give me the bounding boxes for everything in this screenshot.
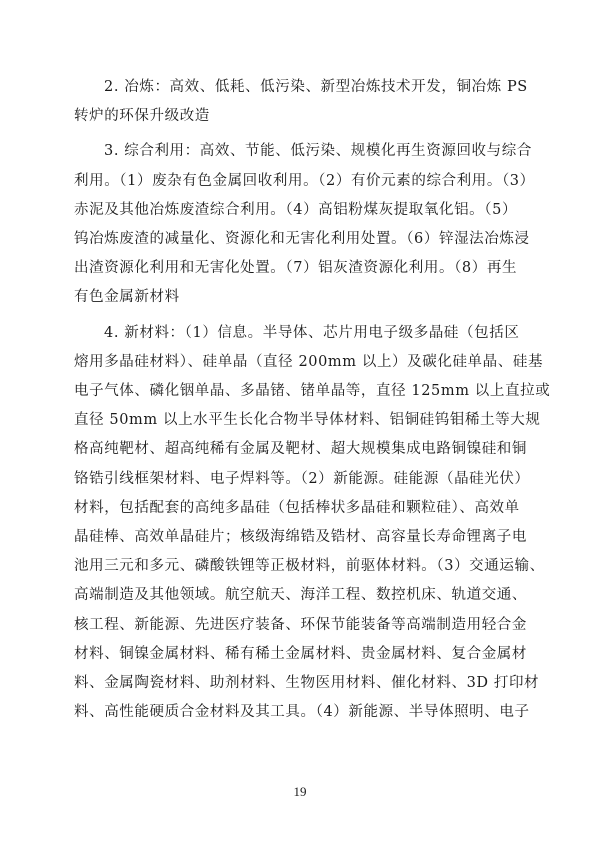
- text-line: 池用三元和多元、磷酸铁锂等正极材料，前驱体材料。（3）交通运输、: [74, 558, 545, 575]
- text-line: 有色金属新材料: [74, 289, 180, 306]
- body-text: [74, 73, 551, 733]
- text-line: 转炉的环保升级改造: [74, 108, 210, 125]
- paragraph-smelting: [74, 73, 530, 131]
- text-line: 料、高性能硬质合金材料及其工具。（4）新能源、半导体照明、电子: [74, 704, 530, 721]
- text-line: 赤泥及其他冶炼废渣综合利用。（4）高铝粉煤灰提取氧化铝。（5）: [74, 201, 518, 218]
- text-line: 晶硅棒、高效单晶硅片；核级海绵锆及锆材、高容量长寿命锂离子电: [74, 529, 527, 546]
- text-line: 铬锆引线框架材料、电子焊料等。（2）新能源。硅能源（晶硅光伏）: [74, 470, 530, 487]
- text-line: 2. 冶炼：高效、低耗、低污染、新型冶炼技术开发，铜冶炼 PS: [104, 79, 528, 95]
- text-line: 钨冶炼废渣的减量化、资源化和无害化利用处置。（6）锌湿法冶炼浸: [74, 231, 530, 248]
- page-number: 19: [293, 784, 307, 799]
- paragraph-comprehensive-utilization: [74, 137, 535, 312]
- text-line: 格高纯靶材、超高纯稀有金属及靶材、超大规模集成电路铜镍硅和铜: [74, 441, 527, 458]
- text-line: 材料、铜镍金属材料、稀有稀土金属材料、贵金属材料、复合金属材: [74, 645, 527, 662]
- text-line: 材料，包括配套的高纯多晶硅（包括棒状多晶硅和颗粒硅）、高效单: [74, 499, 520, 516]
- text-line: 电子气体、磷化铟单晶、多晶锗、锗单晶等，直径 125mm 以上直拉或: [74, 383, 551, 400]
- text-line: 熔用多晶硅材料）、硅单晶（直径 200mm 以上）及碳化硅单晶、硅基: [74, 353, 544, 370]
- text-line: 料、金属陶瓷材料、助剂材料、生物医用材料、催化材料、3D 打印材: [74, 675, 540, 692]
- text-line: 出渣资源化利用和无害化处置。（7）铝灰渣资源化利用。（8）再生: [74, 260, 518, 277]
- text-line: 核工程、新能源、先进医疗装备、环保节能装备等高端制造用轻合金: [74, 616, 527, 633]
- paragraph-new-materials: [74, 319, 551, 728]
- text-line: 高端制造及其他领域。航空航天、海洋工程、数控机床、轨道交通、: [74, 587, 527, 604]
- text-line: 利用。（1）废杂有色金属回收利用。（2）有价元素的综合利用。（3）: [74, 172, 535, 189]
- text-line: 4. 新材料：（1）信息。半导体、芯片用电子级多晶硅（包括区: [104, 324, 520, 341]
- text-line: 3. 综合利用：高效、节能、低污染、规模化再生资源回收与综合: [104, 143, 532, 160]
- text-line: 直径 50mm 以上水平生长化合物半导体材料、铝铜硅钨钼稀土等大规: [74, 412, 541, 429]
